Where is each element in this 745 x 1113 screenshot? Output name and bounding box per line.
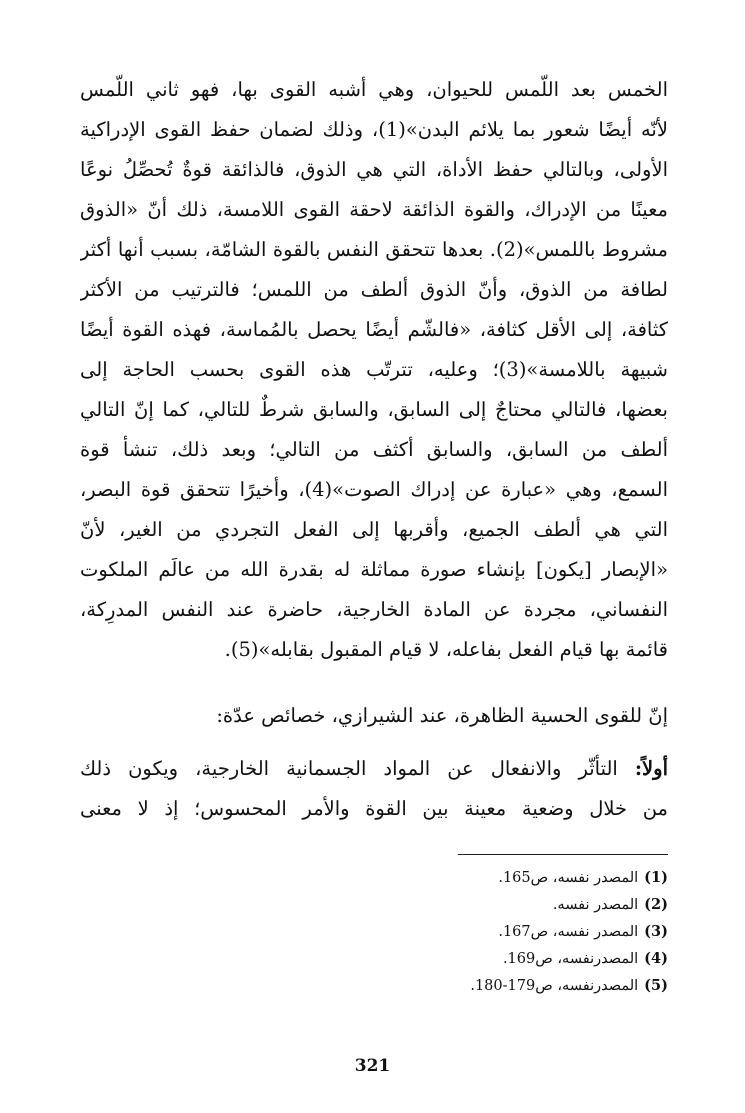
footnote-text: المصدر نفسه، ص167. (498, 924, 639, 940)
footnote-divider (458, 854, 668, 855)
text-line: الأولى، وبالتالي حفظ الأداة، التي هي الذوق، فالذائقة قوةٌ تُحصِّلُ نوعًا (80, 158, 668, 181)
page-number: 321 (354, 1056, 391, 1076)
text-line: «الإبصار [يكون] بإنشاء صورة مماثلة له بقدرة الله من عالَم الملكوت (80, 558, 668, 581)
text-line: التي هي ألطف الجميع، وأقربها إلى الفعل التجردي من الغير، لأنّ (80, 518, 668, 541)
first-property-lead: أولاً: (634, 757, 668, 780)
footnote-number: (3) (644, 923, 668, 940)
text-line: كثافة، إلى الأقل كثافة، «فالشّم أيضًا يحصل بالمُماسة، فهذه القوة أيضًا (80, 318, 668, 341)
text-line: من خلال وضعية معينة بين القوة والأمر المحسوس؛ إذ لا معنى (80, 797, 668, 820)
text-line: السمع، وهي «عبارة عن إدراك الصوت»(4)، وأخيرًا تتحقق قوة البصر، (80, 478, 668, 501)
footnote-number: (1) (644, 869, 668, 886)
footnote-text: المصدرنفسه، ص179-180. (470, 978, 639, 994)
text-line: الخمس بعد اللّمس للحيوان، وهي أشبه القوى بها، فهو ثاني اللّمس (80, 78, 668, 101)
footnotes (380, 864, 668, 999)
text-line: قائمة بها قيام الفعل بفاعله، لا قيام المقبول بقابله»(5). (224, 638, 668, 661)
main-paragraph (80, 74, 668, 674)
footnote (380, 945, 668, 972)
text-line: لطافة من الذوق، وأنّ الذوق ألطف من اللمس؛ فالترتيب من الأكثر (80, 278, 668, 301)
text-line: ألطف من السابق، والسابق أكثف من التالي؛ وبعد ذلك، تنشأ قوة (80, 438, 668, 461)
text-line: معينًا من الإدراك، والقوة الذائقة لاحقة القوى اللامسة، ذلك أنّ «الذوق (80, 198, 668, 221)
properties-intro: إنّ للقوى الحسية الظاهرة، عند الشيرازي، خصائص عدّة: (216, 704, 668, 727)
first-property-line (80, 753, 668, 785)
footnote-number: (4) (644, 950, 668, 967)
footnote-number: (5) (644, 977, 668, 994)
footnote (380, 972, 668, 999)
text-line: لأنّه أيضًا شعور بما يلائم البدن»(1)، وذلك لضمان حفظ القوى الإدراكية (80, 118, 668, 141)
footnote (380, 918, 668, 945)
footnote-text: المصدر نفسه. (552, 897, 639, 913)
text-line: النفساني، مجردة عن المادة الخارجية، حاضرة عند النفس المدرِكة، (80, 598, 668, 621)
footnote-number: (2) (644, 896, 668, 913)
text-line: بعضها، فالتالي محتاجٌ إلى السابق، والسابق شرطٌ للتالي، كما إنّ التالي (80, 398, 668, 421)
first-property-text: التأثّر والانفعال عن المواد الجسمانية الخارجية، ويكون ذلك (80, 757, 635, 780)
footnote-text: المصدر نفسه، ص165. (498, 870, 639, 886)
text-line: شبيهة باللامسة»(3)؛ وعليه، تترتّب هذه القوى بحسب الحاجة إلى (80, 358, 668, 381)
text-line: مشروط باللمس»(2). بعدها تتحقق النفس بالقوة الشامّة، بسبب أنها أكثر (80, 238, 668, 261)
footnote (380, 864, 668, 891)
footnote (380, 891, 668, 918)
footnote-text: المصدرنفسه، ص169. (502, 951, 639, 967)
